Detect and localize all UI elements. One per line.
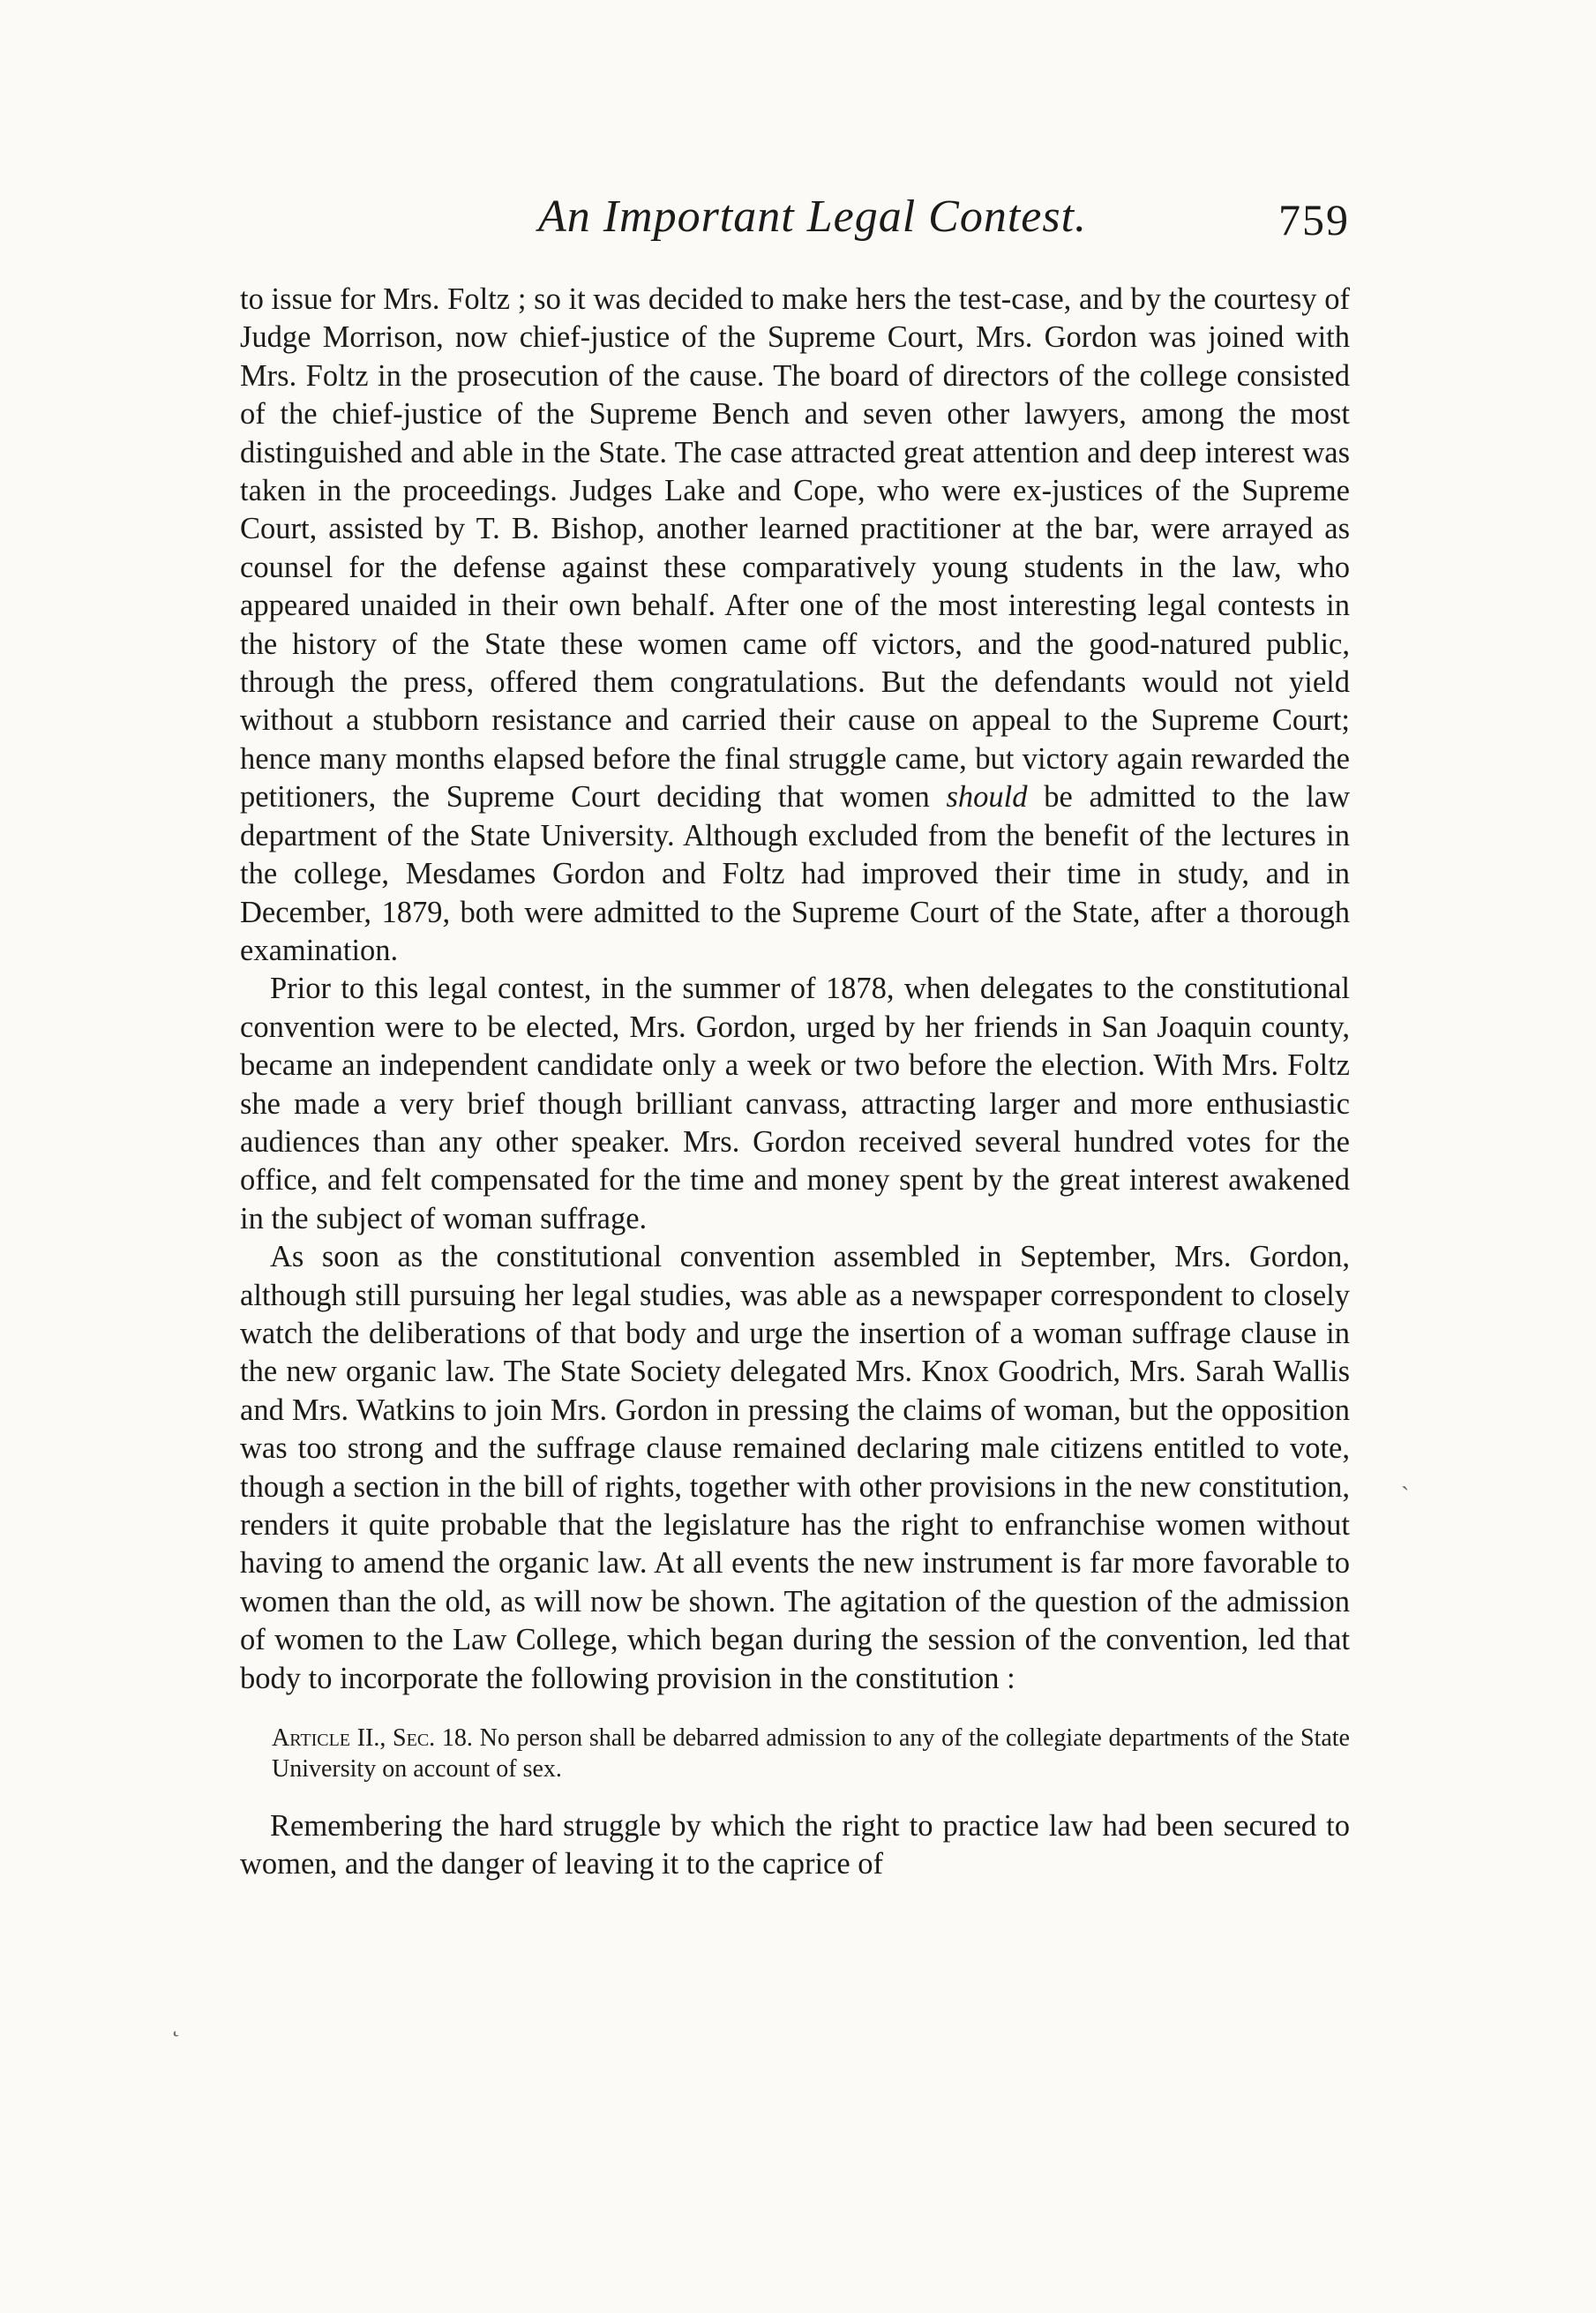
- paragraph-4: Remembering the hard struggle by which the right to practice law had been secured to women, and the danger of leaving it to the caprice of: [240, 1809, 1350, 1881]
- paragraph-3: As soon as the constitutional convention assembled in September, Mrs. Gordon, although still pursuing her legal studies, was able as a newspaper correspondent to closely watch the deliberations of that body and urge the insertion of a woman suffrage clause in the new organic law. The State Society delegated Mrs. Knox Goodrich, Mrs. Sarah Wallis and Mrs. Watkins to join Mrs. Gordon in pressing the claims of woman, but the opposition was too strong and the suffrage clause remained declaring male citizens entitled to vote, though a section in the bill of rights, together with other provisions in the new constitution, renders it quite probable that the legislature has the right to enfranchise women without having to amend the organic law. At all events the new instrument is far more favorable to women than the old, as will now be shown. The agitation of the question of the admission of women to the Law College, which began during the session of the convention, led that body to incorporate the following provision in the constitution :: [240, 1240, 1350, 1695]
- margin-mark: ˋ: [1401, 1483, 1410, 1510]
- paragraph-1: [240, 281, 1350, 970]
- constitution-quote: [240, 1723, 1350, 1784]
- paragraph-2: Prior to this legal contest, in the summer of 1878, when delegates to the constitutional convention were to be elected, Mrs. Gordon, urged by her friends in San Joaquin county, became an independent candidate only a week or two before the election. With Mrs. Foltz she made a very brief though brilliant canvass, attracting larger and more enthusiastic audiences than any other speaker. Mrs. Gordon received several hundred votes for the office, and felt compensated for the time and money spent by the great interest awakened in the subject of woman suffrage.: [240, 972, 1350, 1235]
- running-title: An Important Legal Contest.: [537, 191, 1088, 242]
- margin-mark: ˛: [172, 2010, 181, 2038]
- page-header: [240, 191, 1350, 261]
- body-text: [240, 281, 1350, 1884]
- emphasis-should: should: [946, 780, 1028, 815]
- paragraph-1-part-2: be admitted to the law department of the State University. Although excluded from the benefit of the lectures in the college, Mesdames Gordon and Foltz had improved their time in study, and in December, 1879, both were admitted to the Supreme Court of the State, after a thorough examination.: [240, 780, 1351, 967]
- quote-text: No person shall be debarred admission to any of the collegiate departments of the State University on account of sex.: [272, 1724, 1350, 1784]
- page-number: 759: [1278, 195, 1350, 244]
- paragraph-1-part-1: to issue for Mrs. Foltz ; so it was decided to make hers the test-case, and by the courtesy of Judge Morrison, now chief-justice of the Supreme Court, Mrs. Gordon was joined with Mrs. Foltz in the prosecution of the cause. The board of directors of the college consisted of the chief-justice of the Supreme Bench and seven other lawyers, among the most distinguished and able in the State. The case attracted great attention and deep interest was taken in the proceedings. Judges Lake and Cope, who were ex-justices of the Supreme Court, assisted by T. B. Bishop, another learned practitioner at the bar, were arrayed as counsel for the defense against these comparatively young students in the law, who appeared unaided in their own behalf. After one of the most interesting legal contests in the history of the State these women came off victors, and the good-natured public, through the press, offered them congratulations. But the defendants would not yield without a stubborn resistance and carried their cause on appeal to the Supreme Court; hence many months elapsed before the final struggle came, but victory again rewarded the petitioners, the Supreme Court deciding that women: [240, 282, 1350, 815]
- quote-label: Article II., Sec. 18.: [272, 1724, 473, 1753]
